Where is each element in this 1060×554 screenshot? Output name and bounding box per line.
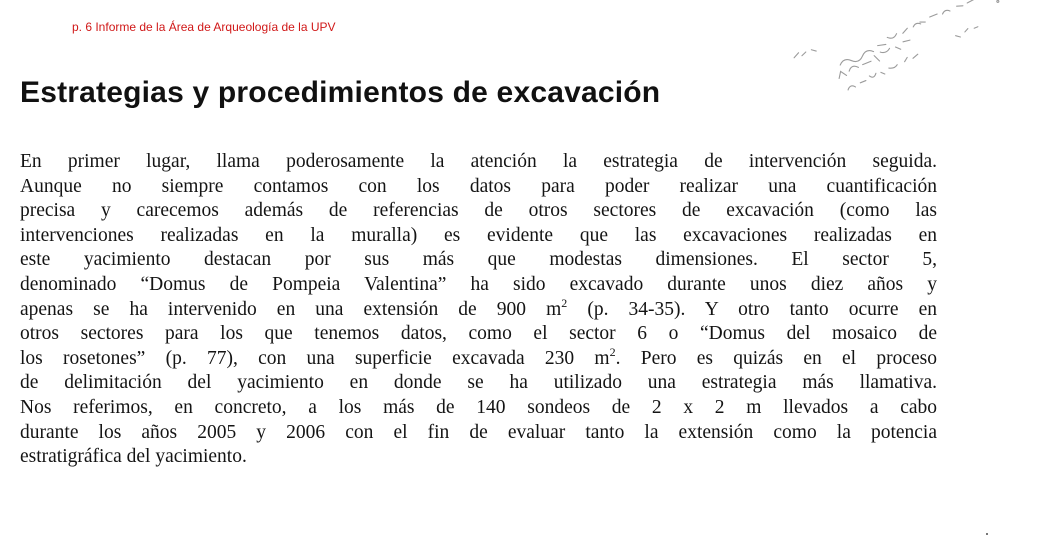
paragraph-line: precisa y carecemos además de referencias de otros sectores de excavación (como las [20, 200, 937, 222]
paragraph-line: denominado “Domus de Pompeia Valentina” ha sido excavado durante unos diez años y [20, 273, 937, 295]
paragraph-line: apenas se ha intervenido en una extensión de 900 $m^2$ (p. 34-35). Y otro tanto ocurre en [20, 295, 937, 320]
body-paragraph [20, 150, 937, 470]
paragraph-line: Aunque no siempre contamos con los datos para poder realizar una cuantificación [20, 175, 937, 197]
paragraph-line: intervenciones realizadas en la muralla) es evidente que las excavaciones realizadas en [20, 224, 937, 246]
section-heading: Estrategias y procedimientos de excavación [20, 76, 661, 109]
paragraph-line: estratigráfica del yacimiento. [20, 446, 247, 468]
superscript-exponent: 2 [561, 295, 568, 310]
paragraph-line: de delimitación del yacimiento en donde se ha utilizado una estrategia más llamativa. [20, 372, 937, 394]
faded-stamp [780, 0, 1060, 104]
superscript-exponent: 2 [609, 344, 616, 359]
scan-speck [986, 533, 988, 535]
paragraph-line: En primer lugar, llama poderosamente la atención la estrategia de intervención seguida. [20, 151, 937, 172]
paragraph-line: los rosetones” (p. 77), con una superficie excavada 230 $m^2$. Pero es quizás en el proceso [20, 344, 937, 369]
paragraph-line: Nos referimos, en concreto, a los más de 140 sondeos de 2 x 2 m llevados a cabo [20, 396, 937, 418]
paragraph-line: durante los años 2005 y 2006 con el fin de evaluar tanto la extensión como la potencia [20, 421, 937, 443]
page-header-note: p. 6 Informe de la Área de Arqueología de la UPV [72, 20, 336, 34]
paragraph-line: este yacimiento destacan por sus más que modestas dimensiones. El sector 5, [20, 249, 937, 271]
paragraph-line: otros sectores para los que tenemos datos, como el sector 6 o “Domus del mosaico de [20, 323, 937, 345]
